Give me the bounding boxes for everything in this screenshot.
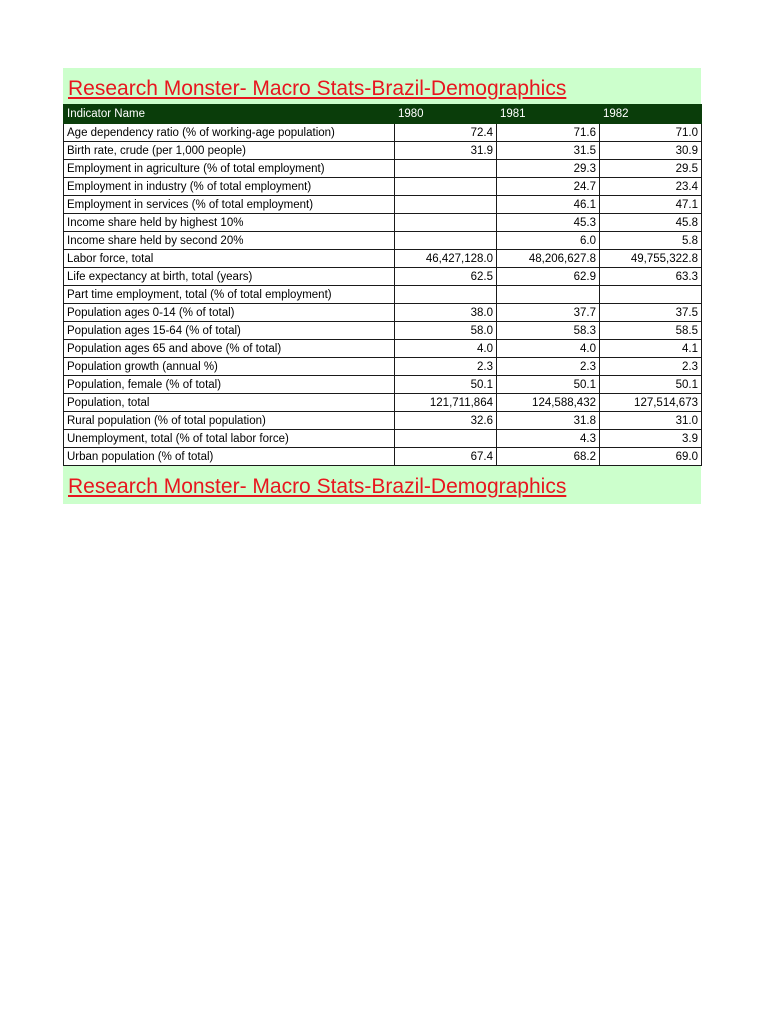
cell-value-1980 <box>395 214 497 232</box>
cell-value-1982: 127,514,673 <box>600 394 702 412</box>
cell-value-1980 <box>395 286 497 304</box>
table-row <box>64 250 702 268</box>
cell-value-1981 <box>497 286 600 304</box>
table-row <box>64 232 702 250</box>
cell-value-1981: 2.3 <box>497 358 600 376</box>
table-row <box>64 142 702 160</box>
table-row <box>64 412 702 430</box>
cell-value-1980: 67.4 <box>395 448 497 466</box>
column-header-indicator-name: Indicator Name <box>64 105 395 124</box>
cell-value-1980: 50.1 <box>395 376 497 394</box>
cell-value-1981: 46.1 <box>497 196 600 214</box>
cell-value-1982: 3.9 <box>600 430 702 448</box>
cell-value-1980: 121,711,864 <box>395 394 497 412</box>
table-row <box>64 304 702 322</box>
cell-value-1981: 31.5 <box>497 142 600 160</box>
table-row <box>64 430 702 448</box>
cell-value-1982: 50.1 <box>600 376 702 394</box>
table-row <box>64 358 702 376</box>
cell-value-1982: 63.3 <box>600 268 702 286</box>
column-header-1980: 1980 <box>395 105 497 124</box>
cell-value-1982: 31.0 <box>600 412 702 430</box>
column-header-1982: 1982 <box>600 105 702 124</box>
cell-value-1982: 58.5 <box>600 322 702 340</box>
table-row <box>64 214 702 232</box>
cell-indicator-name: Employment in agriculture (% of total employment) <box>64 160 395 178</box>
table-row <box>64 340 702 358</box>
cell-indicator-name: Population ages 65 and above (% of total) <box>64 340 395 358</box>
cell-indicator-name: Birth rate, crude (per 1,000 people) <box>64 142 395 160</box>
footer-title: Research Monster- Macro Stats-Brazil-Demographics <box>68 475 567 498</box>
cell-indicator-name: Employment in services (% of total employment) <box>64 196 395 214</box>
cell-value-1981: 4.0 <box>497 340 600 358</box>
cell-value-1980 <box>395 196 497 214</box>
cell-value-1981: 45.3 <box>497 214 600 232</box>
table-row <box>64 178 702 196</box>
cell-value-1980: 72.4 <box>395 124 497 142</box>
table-row <box>64 286 702 304</box>
cell-value-1982: 4.1 <box>600 340 702 358</box>
cell-indicator-name: Employment in industry (% of total employment) <box>64 178 395 196</box>
cell-value-1982: 47.1 <box>600 196 702 214</box>
cell-value-1981: 48,206,627.8 <box>497 250 600 268</box>
cell-value-1982: 29.5 <box>600 160 702 178</box>
cell-value-1980: 62.5 <box>395 268 497 286</box>
cell-indicator-name: Population, total <box>64 394 395 412</box>
cell-indicator-name: Urban population (% of total) <box>64 448 395 466</box>
cell-indicator-name: Population growth (annual %) <box>64 358 395 376</box>
cell-value-1982: 2.3 <box>600 358 702 376</box>
table-header-row <box>64 105 702 124</box>
cell-value-1981: 50.1 <box>497 376 600 394</box>
table-row <box>64 268 702 286</box>
cell-indicator-name: Unemployment, total (% of total labor force) <box>64 430 395 448</box>
cell-indicator-name: Population ages 15-64 (% of total) <box>64 322 395 340</box>
cell-value-1981: 58.3 <box>497 322 600 340</box>
column-header-1981: 1981 <box>497 105 600 124</box>
cell-value-1980: 58.0 <box>395 322 497 340</box>
cell-value-1981: 71.6 <box>497 124 600 142</box>
cell-value-1980 <box>395 430 497 448</box>
cell-indicator-name: Population ages 0-14 (% of total) <box>64 304 395 322</box>
cell-value-1980 <box>395 232 497 250</box>
cell-value-1981: 4.3 <box>497 430 600 448</box>
cell-value-1982: 71.0 <box>600 124 702 142</box>
cell-value-1980: 32.6 <box>395 412 497 430</box>
cell-value-1980: 4.0 <box>395 340 497 358</box>
cell-value-1981: 37.7 <box>497 304 600 322</box>
cell-indicator-name: Income share held by second 20% <box>64 232 395 250</box>
cell-value-1982: 5.8 <box>600 232 702 250</box>
cell-value-1982: 37.5 <box>600 304 702 322</box>
cell-indicator-name: Income share held by highest 10% <box>64 214 395 232</box>
cell-value-1982: 45.8 <box>600 214 702 232</box>
table-row <box>64 394 702 412</box>
cell-indicator-name: Population, female (% of total) <box>64 376 395 394</box>
cell-value-1981: 31.8 <box>497 412 600 430</box>
cell-value-1981: 62.9 <box>497 268 600 286</box>
cell-value-1981: 6.0 <box>497 232 600 250</box>
demographics-table <box>63 104 702 466</box>
cell-value-1981: 68.2 <box>497 448 600 466</box>
cell-value-1980: 2.3 <box>395 358 497 376</box>
table-row <box>64 322 702 340</box>
cell-value-1980 <box>395 178 497 196</box>
cell-value-1981: 124,588,432 <box>497 394 600 412</box>
cell-value-1981: 24.7 <box>497 178 600 196</box>
cell-value-1980 <box>395 160 497 178</box>
cell-value-1982: 23.4 <box>600 178 702 196</box>
cell-value-1980: 46,427,128.0 <box>395 250 497 268</box>
spreadsheet-page <box>63 68 701 504</box>
table-row <box>64 196 702 214</box>
cell-value-1981: 29.3 <box>497 160 600 178</box>
table-body <box>64 124 702 466</box>
table-row <box>64 124 702 142</box>
cell-value-1980: 31.9 <box>395 142 497 160</box>
cell-indicator-name: Part time employment, total (% of total employment) <box>64 286 395 304</box>
table-row <box>64 160 702 178</box>
cell-value-1980: 38.0 <box>395 304 497 322</box>
table-row <box>64 448 702 466</box>
cell-indicator-name: Labor force, total <box>64 250 395 268</box>
cell-value-1982: 69.0 <box>600 448 702 466</box>
cell-indicator-name: Age dependency ratio (% of working-age population) <box>64 124 395 142</box>
cell-value-1982: 49,755,322.8 <box>600 250 702 268</box>
cell-indicator-name: Life expectancy at birth, total (years) <box>64 268 395 286</box>
table-row <box>64 376 702 394</box>
page-title: Research Monster- Macro Stats-Brazil-Demographics <box>68 77 567 100</box>
cell-indicator-name: Rural population (% of total population) <box>64 412 395 430</box>
cell-value-1982 <box>600 286 702 304</box>
cell-value-1982: 30.9 <box>600 142 702 160</box>
